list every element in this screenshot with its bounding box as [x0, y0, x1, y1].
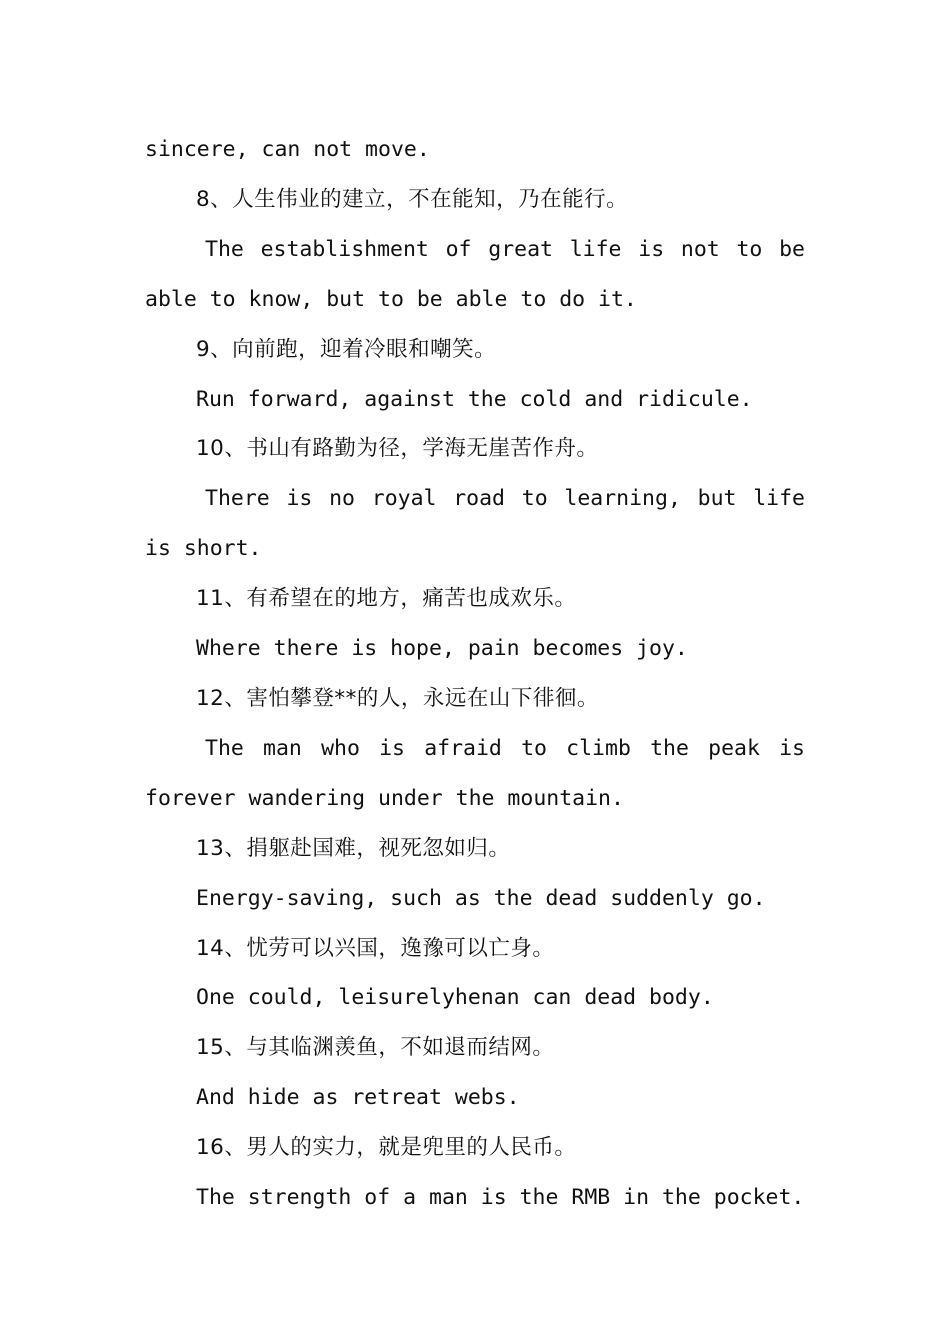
quote-9-english: Run forward, against the cold and ridicule. — [196, 386, 753, 412]
quote-11-english: Where there is hope, pain becomes joy. — [196, 636, 688, 662]
quote-13-chinese: 13、捐躯赴国难，视死忽如归。 — [196, 835, 511, 861]
paragraph-continuation: sincere, can not move. — [145, 137, 430, 162]
quote-14-english: One could, leisurelyhenan can dead body. — [196, 985, 714, 1011]
quote-10-chinese: 10、书山有路勤为径，学海无崖苦作舟。 — [196, 436, 599, 462]
quote-16-english: The strength of a man is the RMB in the pocket. — [196, 1185, 805, 1211]
quote-11-chinese: 11、有希望在的地方，痛苦也成欢乐。 — [196, 586, 577, 612]
quote-8-english: The establishment of great life is not to be able to know, but to be able to do it. — [145, 236, 805, 312]
quote-16-chinese: 16、男人的实力，就是兜里的人民币。 — [196, 1135, 577, 1161]
quote-14-chinese: 14、忧劳可以兴国，逸豫可以亡身。 — [196, 935, 555, 961]
quote-15-english: And hide as retreat webs. — [196, 1085, 520, 1111]
quote-12-english: The man who is afraid to climb the peak is forever wandering under the mountain. — [145, 735, 805, 811]
quote-12-chinese: 12、害怕攀登**的人，永远在山下徘徊。 — [196, 685, 599, 711]
quote-8-chinese: 8、人生伟业的建立，不在能知，乃在能行。 — [196, 186, 629, 212]
quote-15-chinese: 15、与其临渊羡鱼，不如退而结网。 — [196, 1035, 555, 1061]
quote-13-english: Energy-saving, such as the dead suddenly go. — [196, 885, 766, 911]
quote-10-english: There is no royal road to learning, but life is short. — [145, 486, 805, 562]
quote-9-chinese: 9、向前跑，迎着冷眼和嘲笑。 — [196, 336, 497, 362]
document-body — [145, 125, 805, 1223]
